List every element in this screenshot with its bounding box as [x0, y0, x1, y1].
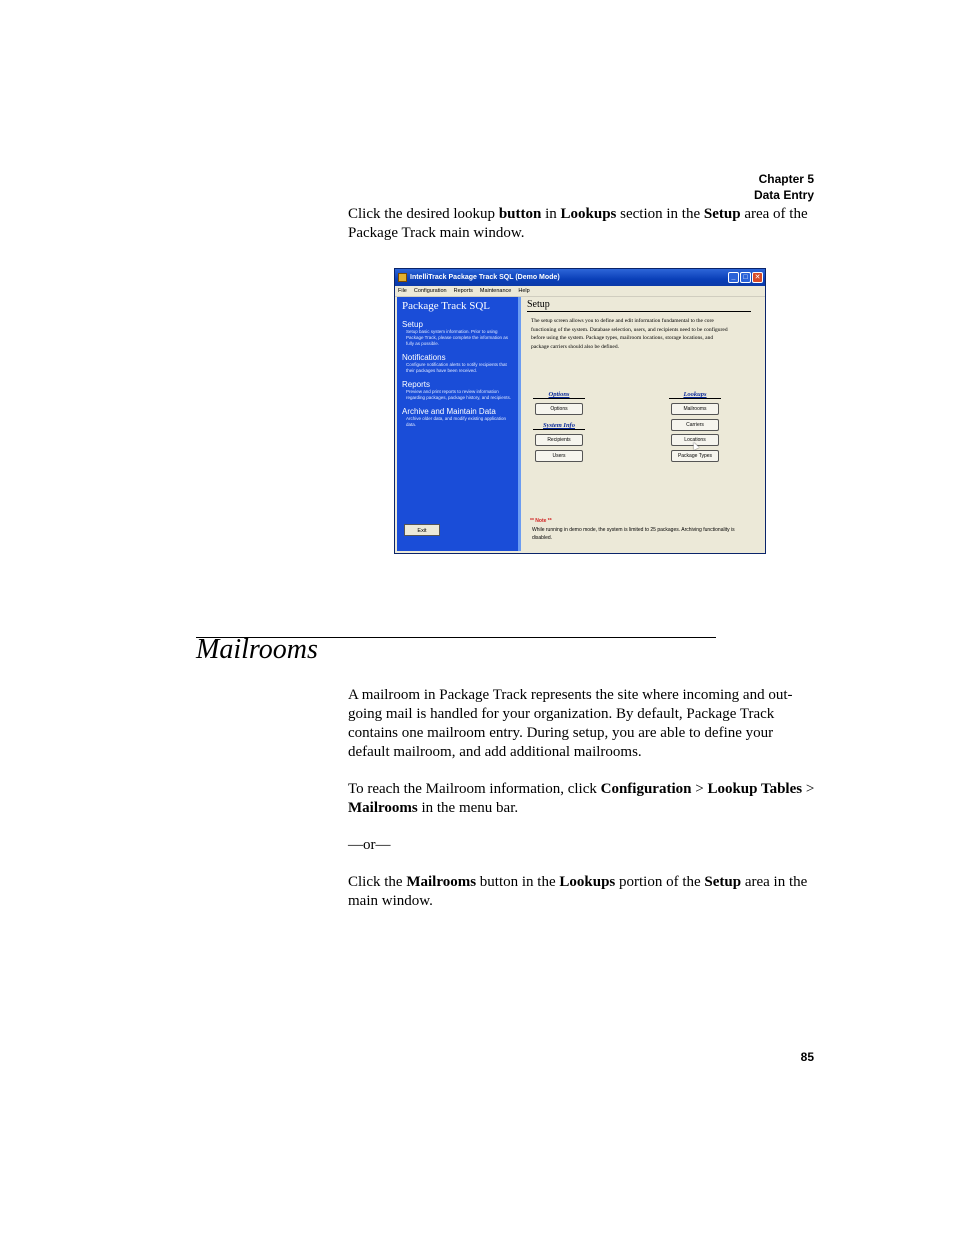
title-bar: [395, 269, 765, 286]
nav-setup[interactable]: Setup: [402, 320, 423, 329]
text: area in the main window.: [348, 874, 808, 909]
section-label: Data Entry: [753, 188, 814, 202]
recipients-button[interactable]: Recipients: [535, 434, 583, 446]
menu-configuration[interactable]: Configuration: [413, 288, 447, 294]
bold-text: button: [498, 206, 542, 222]
mailroom-paragraph: A mailroom in Package Track represents the site where incoming and out-going mail is handled for your organization. By default, Package Track contains one mailroom entry. During setup, you are able to define your default mailroom, and add additional mailrooms.: [348, 687, 793, 760]
menu-bar: [395, 286, 765, 297]
options-button[interactable]: Options: [535, 403, 583, 415]
window-title: IntelliTrack Package Track SQL (Demo Mode): [410, 274, 560, 281]
bold-text: Mailrooms: [406, 874, 477, 890]
text: portion of the: [615, 874, 705, 890]
bold-text: Mailrooms: [348, 800, 418, 816]
setup-description: The setup screen allows you to define and edit information fundamental to the core functioning of the system. Database selection, users, and recipients need to be configured before using the system. Package types, mailroom locations, storage locations, and package carriers should also be defined.: [531, 318, 728, 350]
exit-button[interactable]: Exit: [404, 524, 440, 536]
chapter-label: Chapter 5: [758, 172, 814, 186]
bold-text: Lookup Tables: [707, 781, 803, 797]
maximize-icon[interactable]: □: [740, 272, 751, 283]
app-icon: [398, 273, 407, 282]
bold-text: Setup: [703, 206, 741, 222]
menu-file[interactable]: File: [398, 288, 407, 294]
locations-button[interactable]: Locations: [671, 434, 719, 446]
text: >: [802, 781, 815, 797]
reach-paragraph: [348, 780, 818, 818]
nav-archive-desc: Archive older data, and modify existing application data.: [406, 416, 507, 427]
text: button in the: [476, 874, 560, 890]
bold-text: Setup: [704, 874, 742, 890]
or-separator: —or—: [348, 837, 391, 853]
app-window-screenshot: [394, 268, 766, 554]
page-number: 85: [800, 1050, 814, 1064]
text: Click the desired lookup: [348, 206, 499, 222]
bold-text: Configuration: [600, 781, 692, 797]
lookups-group-label: Lookups: [669, 391, 721, 399]
text: section in the: [616, 206, 704, 222]
text: in the menu bar.: [417, 800, 519, 816]
mailrooms-button[interactable]: Mailrooms: [671, 403, 719, 415]
nav-archive[interactable]: Archive and Maintain Data: [402, 407, 496, 416]
minimize-icon[interactable]: _: [728, 272, 739, 283]
carriers-button[interactable]: Carriers: [671, 419, 719, 431]
nav-notifications-desc: Configure notification alerts to notify recipients that their packages have been received.: [406, 362, 507, 373]
text: in: [541, 206, 561, 222]
close-icon[interactable]: ✕: [752, 272, 763, 283]
nav-notifications[interactable]: Notifications: [402, 353, 446, 362]
nav-reports[interactable]: Reports: [402, 380, 431, 389]
menu-help[interactable]: Help: [518, 288, 530, 294]
text: area of the Package Track main window.: [348, 206, 808, 241]
text: Click the: [348, 874, 407, 890]
running-header: [754, 171, 814, 203]
nav-reports-desc: Preview and print reports to review information regarding packages, package history, and recipients.: [406, 389, 511, 400]
setup-title: Setup: [527, 299, 751, 312]
menu-maintenance[interactable]: Maintenance: [479, 288, 512, 294]
menu-reports[interactable]: Reports: [453, 288, 473, 294]
users-button[interactable]: Users: [535, 450, 583, 462]
setup-panel: [525, 297, 763, 551]
system-info-group-label: System Info: [533, 422, 585, 430]
bold-text: Lookups: [559, 874, 616, 890]
click-paragraph: [348, 873, 818, 911]
left-panel-title: Package Track SQL: [402, 300, 490, 312]
section-title: Mailrooms: [196, 634, 318, 665]
options-group-label: Options: [533, 391, 585, 399]
note-label: ** Note **: [530, 518, 552, 524]
intro-paragraph: [348, 205, 818, 243]
text: To reach the Mailroom information, click: [348, 781, 601, 797]
note-text: While running in demo mode, the system is limited to 25 packages. Archiving functionality is disabled.: [532, 527, 735, 541]
nav-setup-desc: Setup basic system information. Prior to using Package Track, please complete the information as fully as possible.: [406, 329, 509, 346]
bold-text: Lookups: [560, 206, 617, 222]
package-types-button[interactable]: Package Types: [671, 450, 719, 462]
left-nav-panel: [397, 297, 521, 551]
text: >: [691, 781, 708, 797]
